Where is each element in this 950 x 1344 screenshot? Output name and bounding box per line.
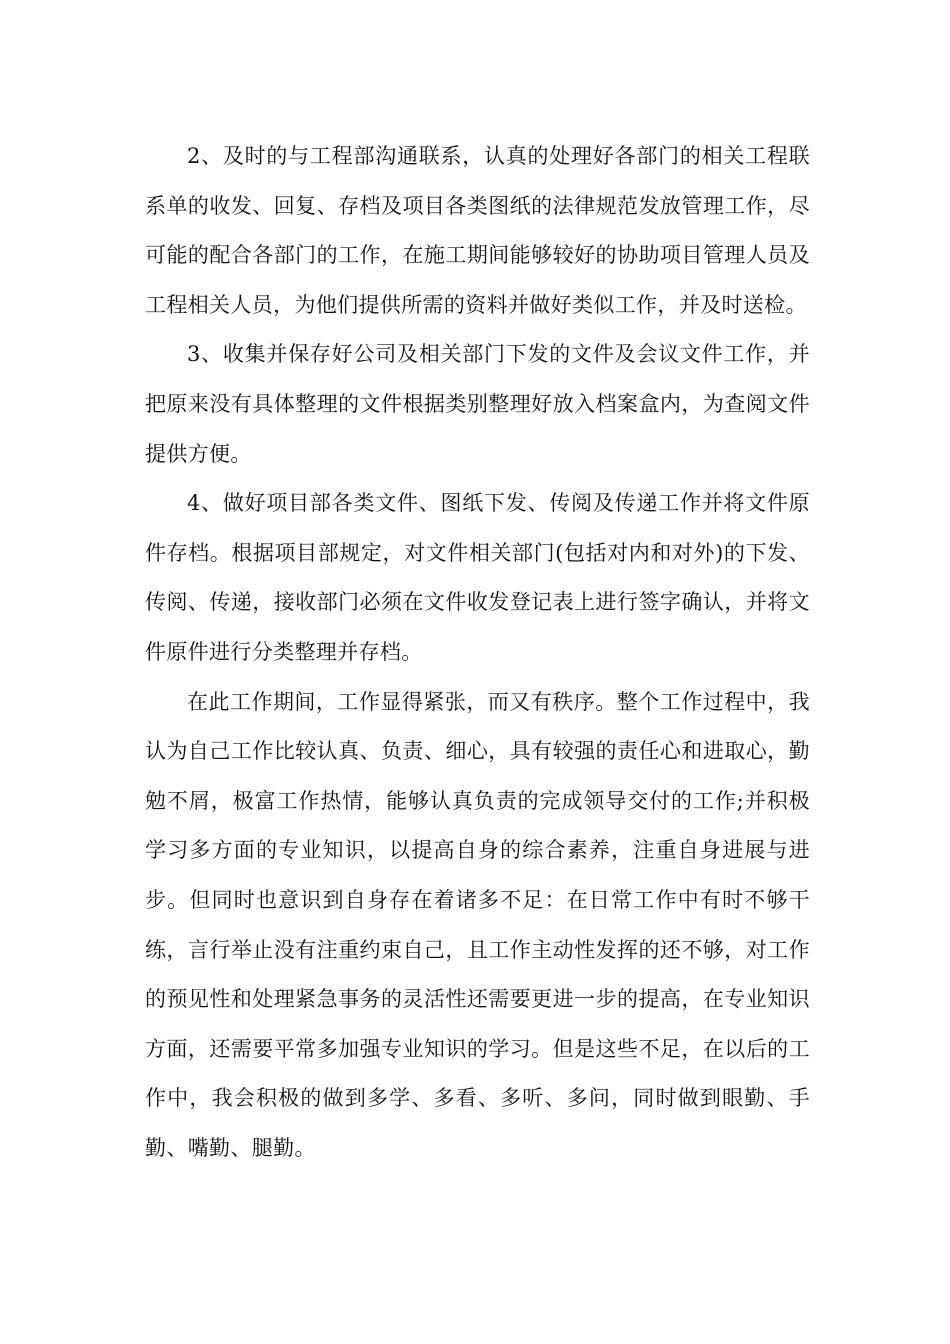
paragraph-summary: 在此工作期间，工作显得紧张，而又有秩序。整个工作过程中，我认为自己工作比较认真、负责、细心，具有较强的责任心和进取心，勤勉不屑，极富工作热情，能够认真负责的完成领导交付的工作;并积极学习多方面的专业知识，以提高自身的综合素养，注重自身进展与进步。但同时也意识到自身存在着诸多不足：在日常工作中有时不够干练，言行举止没有注重约束自己，且工作主动性发挥的还不够，对工作的预见性和处理紧急事务的灵活性还需要更进一步的提高，在专业知识方面，还需要平常多加强专业知识的学习。但是这些不足，在以后的工作中，我会积极的做到多学、多看、多听、多问，同时做到眼勤、手勤、嘴勤、腿勤。	[145, 689, 810, 1160]
paragraph-item-2: 2、及时的与工程部沟通联系，认真的处理好各部门的相关工程联系单的收发、回复、存档及项目各类图纸的法律规范发放管理工作，尽可能的配合各部门的工作，在施工期间能够较好的协助项目管理人员及工程相关人员，为他们提供所需的资料并做好类似工作，并及时送检。	[145, 144, 810, 317]
document-body	[145, 132, 810, 1173]
paragraph-item-4: 4、做好项目部各类文件、图纸下发、传阅及传递工作并将文件原件存档。根据项目部规定，对文件相关部门(包括对内和对外)的下发、传阅、传递，接收部门必须在文件收发登记表上进行签字确认，并将文件原件进行分类整理并存档。	[145, 491, 810, 664]
paragraph-item-3: 3、收集并保存好公司及相关部门下发的文件及会议文件工作，并把原来没有具体整理的文件根据类别整理好放入档案盒内，为查阅文件提供方便。	[145, 342, 810, 466]
